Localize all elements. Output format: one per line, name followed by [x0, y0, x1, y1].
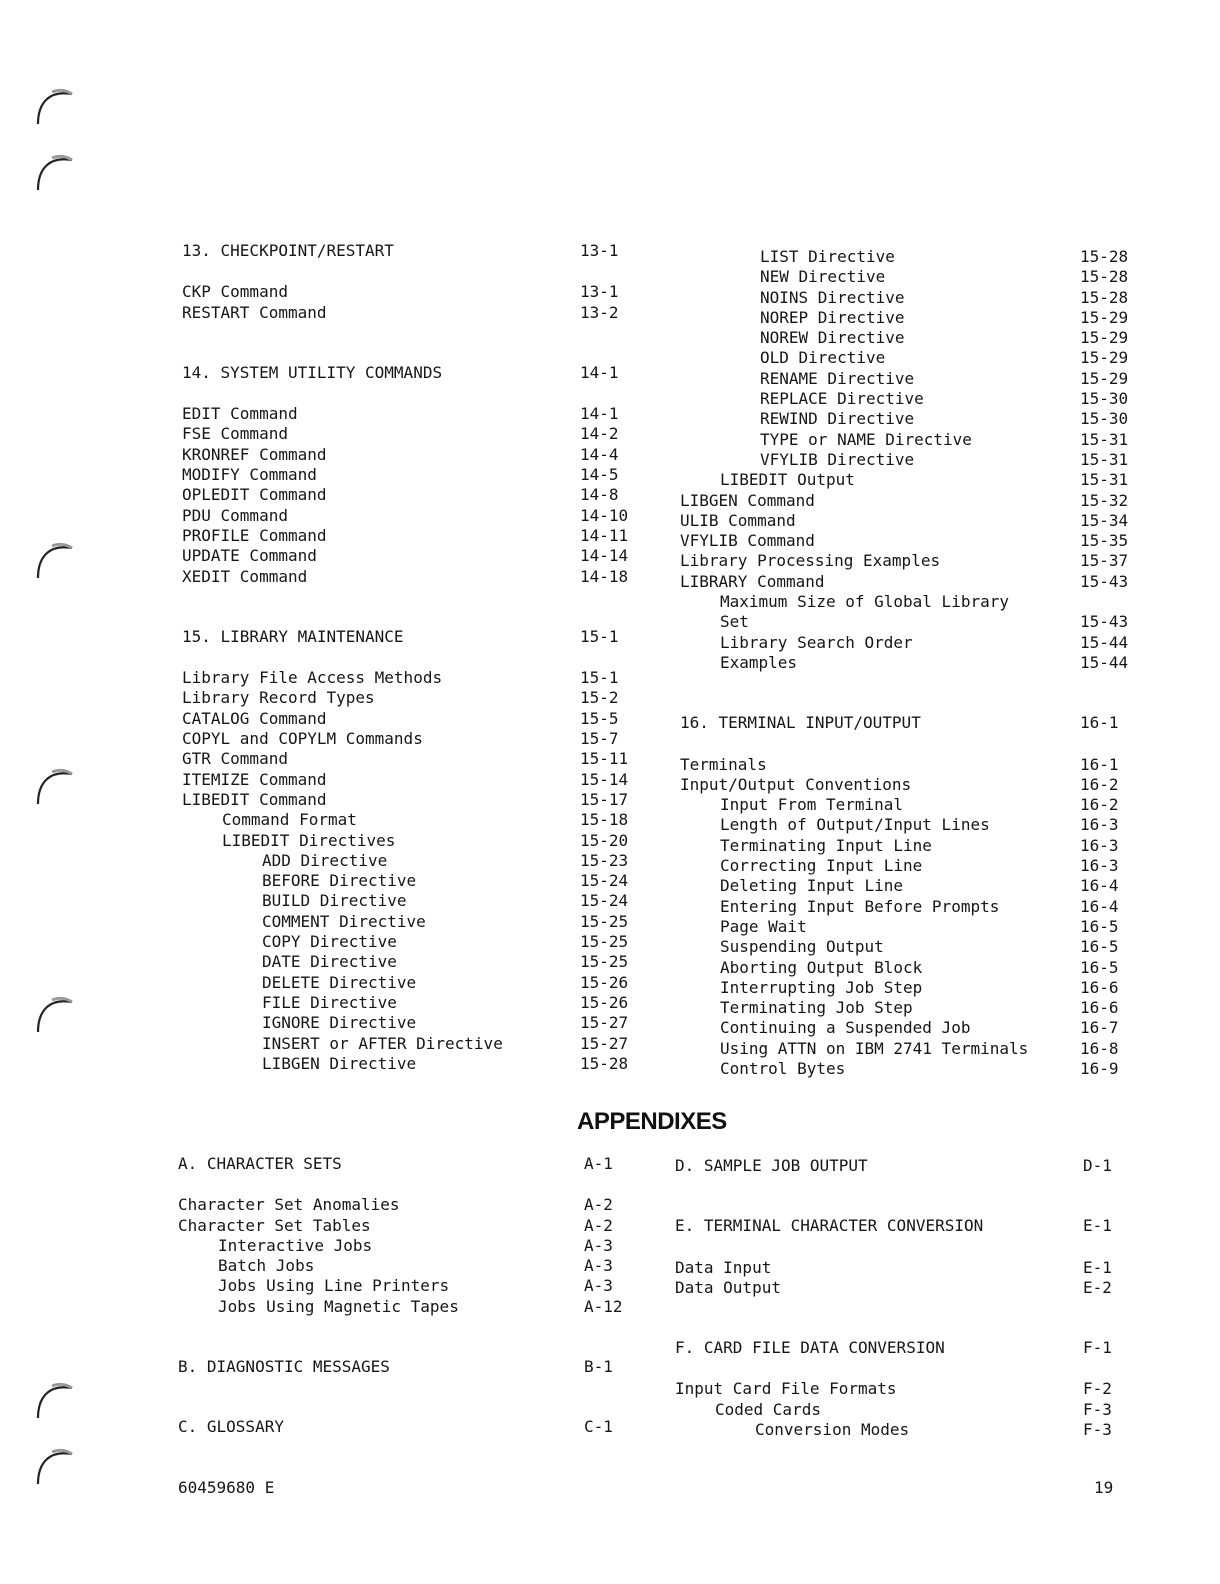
page-ref: E-2: [1083, 1277, 1112, 1297]
entry-title: MODIFY Command: [182, 465, 317, 485]
entry-title: Command Format: [222, 810, 357, 830]
page-ref: 15-44: [1080, 632, 1129, 652]
page-ref: 15-28: [1080, 267, 1129, 287]
page-ref: D-1: [1083, 1156, 1112, 1175]
page-ref: 15-24: [580, 871, 629, 891]
toc-entry: [182, 709, 642, 729]
entry-title: Jobs Using Line Printers: [218, 1276, 450, 1296]
chapter-title: E. TERMINAL CHARACTER CONVERSION: [675, 1216, 984, 1236]
toc-entry: [182, 749, 642, 769]
toc-entry: [675, 1278, 1145, 1298]
toc-entry: [178, 1276, 638, 1296]
entry-title: FSE Command: [182, 424, 288, 444]
page-ref: 15-43: [1080, 612, 1129, 632]
page-ref: 15-20: [580, 830, 629, 850]
page-ref: 15-28: [1080, 247, 1129, 266]
page-ref: 15-1: [580, 668, 619, 688]
page-ref: 15-25: [580, 932, 629, 952]
toc-entry: [675, 1258, 1145, 1278]
entry-title: Using ATTN on IBM 2741 Terminals: [720, 1038, 1029, 1058]
page-ref: 16-7: [1080, 1018, 1119, 1038]
entry-title: REPLACE Directive: [760, 389, 924, 409]
toc-entry: [182, 506, 642, 526]
toc-right-column: [680, 247, 1150, 1079]
entry-title: LIST Directive: [760, 247, 895, 266]
toc-entry: [680, 572, 1150, 592]
page-ref: 15-44: [1080, 652, 1129, 672]
chapter-heading: [675, 1156, 1145, 1176]
toc-entry: [680, 369, 1150, 389]
chapter-title: A. CHARACTER SETS: [178, 1154, 342, 1173]
appendixes-heading: APPENDIXES: [577, 1108, 727, 1135]
entry-title: LIBRARY Command: [680, 571, 825, 591]
entry-title: Set: [720, 612, 749, 632]
page-ref: 15-31: [1080, 470, 1129, 490]
entry-title: Library Processing Examples: [680, 551, 941, 571]
entry-title: Input Card File Formats: [675, 1379, 897, 1399]
toc-entry: [680, 978, 1150, 998]
page-ref: 14-11: [580, 525, 629, 545]
toc-entry: [182, 526, 642, 546]
toc-entry: [680, 1059, 1150, 1079]
entry-title: Jobs Using Magnetic Tapes: [218, 1296, 459, 1316]
page-ref: 15-2: [580, 688, 619, 708]
page-number: 19: [1094, 1478, 1114, 1497]
page-ref: 16-5: [1080, 937, 1119, 957]
page-ref: 16-8: [1080, 1038, 1119, 1058]
toc-entry: [680, 1018, 1150, 1038]
toc-entry: [178, 1195, 638, 1215]
page-ref: 15-1: [580, 626, 619, 646]
toc-entry: [680, 856, 1150, 876]
binder-hole-icon: [32, 1444, 74, 1486]
page-ref: 16-2: [1080, 795, 1119, 815]
page-ref: A-1: [584, 1154, 613, 1173]
page-ref: A-12: [584, 1296, 623, 1316]
page-ref: 15-30: [1080, 389, 1129, 409]
toc-entry: [182, 871, 642, 891]
toc-entry: [178, 1236, 638, 1256]
entry-title: Library Record Types: [182, 688, 375, 708]
entry-title: Library File Access Methods: [182, 668, 443, 688]
entry-title: Input From Terminal: [720, 795, 904, 815]
entry-title: BEFORE Directive: [262, 871, 417, 891]
chapter-heading: [675, 1338, 1145, 1358]
page-ref: 16-5: [1080, 957, 1119, 977]
entry-title: Examples: [720, 652, 798, 672]
chapter-heading: [178, 1417, 638, 1437]
entry-title: OPLEDIT Command: [182, 485, 327, 505]
page-ref: B-1: [584, 1357, 613, 1377]
page-ref: 16-5: [1080, 916, 1119, 936]
entry-title: LIBEDIT Command: [182, 789, 327, 809]
page-ref: F-3: [1083, 1399, 1112, 1419]
toc-entry: [680, 998, 1150, 1018]
page-ref: 13-1: [580, 241, 619, 260]
page-ref: 13-2: [580, 302, 619, 322]
entry-title: Input/Output Conventions: [680, 774, 912, 794]
binder-hole-icon: [32, 150, 74, 192]
binder-hole-icon: [32, 84, 74, 126]
page-ref: 14-14: [580, 546, 629, 566]
toc-entry: [680, 551, 1150, 571]
entry-title: COPYL and COPYLM Commands: [182, 729, 423, 749]
page-ref: 15-37: [1080, 551, 1129, 571]
page-ref: E-1: [1083, 1257, 1112, 1277]
toc-entry: [182, 932, 642, 952]
entry-title: Page Wait: [720, 916, 807, 936]
toc-entry: [675, 1420, 1145, 1440]
chapter-heading: [178, 1154, 638, 1174]
spacer: [182, 261, 642, 282]
page-ref: 15-25: [580, 911, 629, 931]
page-ref: 15-28: [580, 1053, 629, 1073]
chapter-title: D. SAMPLE JOB OUTPUT: [675, 1156, 868, 1175]
chapter-title: 13. CHECKPOINT/RESTART: [182, 241, 394, 260]
entry-title: Deleting Input Line: [720, 876, 904, 896]
entry-title: Continuing a Suspended Job: [720, 1018, 971, 1038]
page-ref: F-2: [1083, 1379, 1112, 1399]
spacer: [182, 587, 642, 627]
page-ref: F-3: [1083, 1420, 1112, 1440]
page-ref: 15-29: [1080, 307, 1129, 327]
toc-entry: [680, 1039, 1150, 1059]
toc-entry: [680, 775, 1150, 795]
page-ref: 15-26: [580, 972, 629, 992]
chapter-heading: [680, 713, 1150, 733]
toc-entry: [680, 937, 1150, 957]
entry-title: Interactive Jobs: [218, 1235, 373, 1255]
spacer: [675, 1237, 1145, 1258]
page-ref: 15-26: [580, 992, 629, 1012]
page-ref: 15-31: [1080, 429, 1129, 449]
page-ref: 16-2: [1080, 774, 1119, 794]
toc-entry: [178, 1297, 638, 1317]
spacer: [680, 734, 1150, 755]
entry-title: RENAME Directive: [760, 368, 915, 388]
entry-title: IGNORE Directive: [262, 1013, 417, 1033]
entry-title: Library Search Order: [720, 632, 913, 652]
toc-entry: [182, 1054, 642, 1074]
toc-entry: [680, 958, 1150, 978]
toc-left-column: [182, 241, 642, 1074]
page-ref: 16-4: [1080, 876, 1119, 896]
page-ref: 14-5: [580, 465, 619, 485]
page-ref: F-1: [1083, 1338, 1112, 1358]
toc-entry: [178, 1256, 638, 1276]
binder-hole-icon: [32, 992, 74, 1034]
page-ref: 15-24: [580, 891, 629, 911]
binder-hole-icon: [32, 538, 74, 580]
entry-title: Character Set Anomalies: [178, 1195, 400, 1215]
page-ref: 15-34: [1080, 510, 1129, 530]
entry-title: FILE Directive: [262, 992, 397, 1012]
entry-title: Control Bytes: [720, 1058, 846, 1078]
entry-title: DATE Directive: [262, 952, 397, 972]
toc-entry: [680, 308, 1150, 328]
entry-title: Maximum Size of Global Library: [720, 592, 1009, 612]
page-ref: 14-4: [580, 444, 619, 464]
toc-entry: [680, 836, 1150, 856]
toc-entry: [182, 567, 642, 587]
chapter-heading: [182, 363, 642, 383]
page-ref: 16-1: [1080, 713, 1119, 733]
entry-title: ITEMIZE Command: [182, 769, 327, 789]
toc-entry: [680, 491, 1150, 511]
page-ref: 15-7: [580, 729, 619, 749]
chapter-heading: [182, 241, 642, 261]
spacer: [675, 1358, 1145, 1379]
toc-entry: [182, 445, 642, 465]
page-ref: 15-25: [580, 952, 629, 972]
toc-entry: [680, 917, 1150, 937]
toc-entry: [182, 465, 642, 485]
entry-title: Data Output: [675, 1277, 781, 1297]
entry-title: PDU Command: [182, 505, 288, 525]
binder-hole-icon: [32, 764, 74, 806]
page-ref: 13-1: [580, 282, 619, 302]
toc-entry: [182, 424, 642, 444]
binder-hole-icon: [32, 1378, 74, 1420]
page-ref: 15-35: [1080, 531, 1129, 551]
toc-entry: [182, 810, 642, 830]
entry-title: NEW Directive: [760, 267, 886, 287]
toc-entry: [182, 485, 642, 505]
chapter-heading: [182, 627, 642, 647]
page-ref: 14-18: [580, 566, 629, 586]
toc-entry: [680, 633, 1150, 653]
toc-entry: [182, 851, 642, 871]
toc-entry: [680, 795, 1150, 815]
spacer: [178, 1174, 638, 1195]
page-ref: 15-14: [580, 769, 629, 789]
toc-entry: [675, 1400, 1145, 1420]
entry-title: Coded Cards: [715, 1399, 821, 1419]
toc-entry: [182, 404, 642, 424]
page-ref: A-3: [584, 1276, 613, 1296]
page-ref: 14-1: [580, 362, 619, 382]
spacer: [178, 1317, 638, 1357]
spacer: [182, 383, 642, 404]
appendix-left-column: [178, 1154, 638, 1438]
page-ref: 15-17: [580, 789, 629, 809]
page-ref: 16-6: [1080, 998, 1119, 1018]
entry-title: NOREP Directive: [760, 307, 905, 327]
toc-entry: [680, 247, 1150, 267]
entry-title: INSERT or AFTER Directive: [262, 1033, 503, 1053]
toc-entry: [680, 592, 1150, 612]
toc-entry: [182, 668, 642, 688]
spacer: [680, 673, 1150, 713]
page-ref: 15-23: [580, 850, 629, 870]
page-ref: A-2: [584, 1215, 613, 1235]
entry-title: Length of Output/Input Lines: [720, 815, 990, 835]
entry-title: Suspending Output: [720, 937, 884, 957]
entry-title: LIBGEN Command: [680, 490, 815, 510]
entry-title: VFYLIB Command: [680, 531, 815, 551]
entry-title: NOINS Directive: [760, 287, 905, 307]
spacer: [675, 1176, 1145, 1216]
toc-entry: [680, 653, 1150, 673]
page-ref: 14-10: [580, 505, 629, 525]
entry-title: Terminating Input Line: [720, 835, 932, 855]
page-ref: 16-3: [1080, 835, 1119, 855]
toc-entry: [182, 993, 642, 1013]
page-ref: 15-27: [580, 1013, 629, 1033]
entry-title: Batch Jobs: [218, 1256, 315, 1276]
toc-entry: [182, 973, 642, 993]
entry-title: COMMENT Directive: [262, 911, 426, 931]
chapter-title: C. GLOSSARY: [178, 1417, 284, 1437]
chapter-heading: [178, 1357, 638, 1377]
page-ref: 15-29: [1080, 368, 1129, 388]
page-ref: 14-2: [580, 424, 619, 444]
entry-title: ULIB Command: [680, 510, 796, 530]
page-ref: 16-6: [1080, 977, 1119, 997]
entry-title: LIBEDIT Directives: [222, 830, 396, 850]
toc-entry: [680, 348, 1150, 368]
toc-entry: [680, 531, 1150, 551]
toc-entry: [680, 511, 1150, 531]
entry-title: TYPE or NAME Directive: [760, 429, 972, 449]
entry-title: OLD Directive: [760, 348, 886, 368]
entry-title: Character Set Tables: [178, 1215, 371, 1235]
page-ref: 15-31: [1080, 449, 1129, 469]
page-ref: 15-27: [580, 1033, 629, 1053]
toc-entry: [182, 546, 642, 566]
document-number: 60459680 E: [178, 1478, 275, 1497]
toc-entry: [680, 450, 1150, 470]
page-ref: 16-4: [1080, 896, 1119, 916]
entry-title: PROFILE Command: [182, 525, 327, 545]
chapter-title: F. CARD FILE DATA CONVERSION: [675, 1338, 945, 1358]
toc-entry: [182, 303, 642, 323]
toc-entry: [182, 912, 642, 932]
entry-title: CKP Command: [182, 282, 288, 302]
page-ref: 16-1: [1080, 754, 1119, 774]
page-ref: 16-9: [1080, 1058, 1119, 1078]
toc-entry: [182, 688, 642, 708]
entry-title: COPY Directive: [262, 932, 397, 952]
appendix-right-column: [675, 1156, 1145, 1440]
toc-entry: [680, 897, 1150, 917]
entry-title: ADD Directive: [262, 850, 388, 870]
toc-entry: [182, 790, 642, 810]
toc-entry: [680, 267, 1150, 287]
page-ref: A-3: [584, 1235, 613, 1255]
entry-title: KRONREF Command: [182, 444, 327, 464]
page-ref: 14-1: [580, 404, 619, 424]
toc-entry: [680, 288, 1150, 308]
page-ref: 15-29: [1080, 328, 1129, 348]
page-ref: 14-8: [580, 485, 619, 505]
page-ref: A-3: [584, 1256, 613, 1276]
entry-title: EDIT Command: [182, 404, 298, 424]
entry-title: DELETE Directive: [262, 972, 417, 992]
page-ref: E-1: [1083, 1216, 1112, 1236]
spacer: [675, 1298, 1145, 1338]
toc-entry: [182, 282, 642, 302]
toc-entry: [680, 470, 1150, 490]
spacer: [178, 1377, 638, 1417]
chapter-heading: [675, 1216, 1145, 1236]
entry-title: Data Input: [675, 1257, 772, 1277]
spacer: [182, 323, 642, 363]
page-ref: 15-43: [1080, 571, 1129, 591]
entry-title: LIBEDIT Output: [720, 470, 855, 490]
page-ref: 15-32: [1080, 490, 1129, 510]
page-ref: 15-18: [580, 810, 629, 830]
entry-title: Terminals: [680, 754, 767, 774]
toc-entry: [680, 755, 1150, 775]
page-ref: 15-5: [580, 708, 619, 728]
chapter-title: 14. SYSTEM UTILITY COMMANDS: [182, 362, 443, 382]
toc-entry: [680, 389, 1150, 409]
entry-title: NOREW Directive: [760, 328, 905, 348]
toc-entry: [680, 612, 1150, 632]
chapter-title: 15. LIBRARY MAINTENANCE: [182, 626, 404, 646]
entry-title: Entering Input Before Prompts: [720, 896, 1000, 916]
entry-title: Aborting Output Block: [720, 957, 923, 977]
toc-entry: [675, 1379, 1145, 1399]
entry-title: Interrupting Job Step: [720, 977, 923, 997]
toc-entry: [680, 876, 1150, 896]
toc-entry: [182, 891, 642, 911]
page-ref: 15-11: [580, 749, 629, 769]
toc-entry: [182, 729, 642, 749]
entry-title: XEDIT Command: [182, 566, 308, 586]
chapter-title: B. DIAGNOSTIC MESSAGES: [178, 1357, 390, 1377]
toc-entry: [182, 1013, 642, 1033]
entry-title: RESTART Command: [182, 302, 327, 322]
entry-title: BUILD Directive: [262, 891, 407, 911]
toc-entry: [178, 1216, 638, 1236]
entry-title: REWIND Directive: [760, 409, 915, 429]
page-ref: 15-29: [1080, 348, 1129, 368]
spacer: [182, 647, 642, 668]
toc-entry: [680, 328, 1150, 348]
toc-entry: [680, 815, 1150, 835]
page-ref: 16-3: [1080, 856, 1119, 876]
toc-entry: [182, 952, 642, 972]
entry-title: CATALOG Command: [182, 708, 327, 728]
page-ref: 15-28: [1080, 287, 1129, 307]
page-ref: A-2: [584, 1195, 613, 1215]
page-ref: 16-3: [1080, 815, 1119, 835]
entry-title: UPDATE Command: [182, 546, 317, 566]
toc-entry: [182, 1034, 642, 1054]
entry-title: Conversion Modes: [755, 1420, 910, 1440]
toc-entry: [182, 831, 642, 851]
entry-title: Terminating Job Step: [720, 998, 913, 1018]
entry-title: GTR Command: [182, 749, 288, 769]
entry-title: LIBGEN Directive: [262, 1053, 417, 1073]
page-ref: C-1: [584, 1417, 613, 1437]
chapter-title: 16. TERMINAL INPUT/OUTPUT: [680, 713, 921, 733]
toc-entry: [680, 430, 1150, 450]
entry-title: Correcting Input Line: [720, 856, 923, 876]
toc-entry: [680, 409, 1150, 429]
toc-entry: [182, 770, 642, 790]
page-ref: 15-30: [1080, 409, 1129, 429]
entry-title: VFYLIB Directive: [760, 449, 915, 469]
